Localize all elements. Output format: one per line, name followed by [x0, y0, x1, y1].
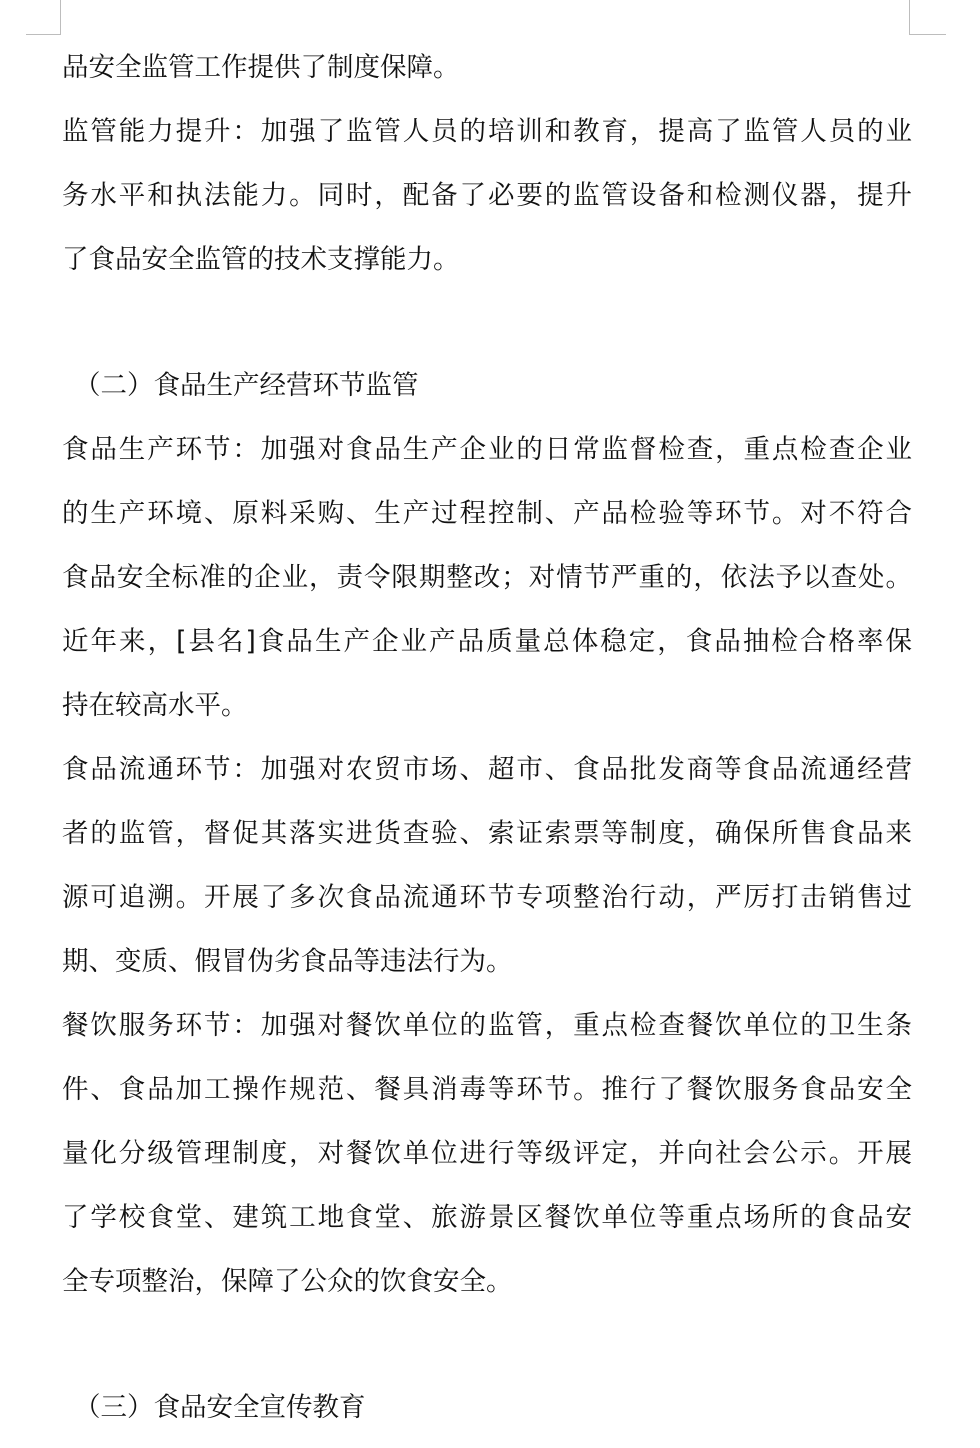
text-line: 期、变质、假冒伪劣食品等违法行为。 — [62, 946, 513, 977]
section-heading: （二）食品生产经营环节监管 — [74, 370, 419, 401]
text-line: 近年来，[县名]食品生产企业产品质量总体稳定，食品抽检合格率保 — [62, 626, 912, 657]
text-line: 监管能力提升：加强了监管人员的培训和教育，提高了监管人员的业 — [62, 116, 912, 147]
text-line: 件、食品加工操作规范、餐具消毒等环节。推行了餐饮服务食品安全 — [62, 1074, 912, 1105]
text-line: 食品生产环节：加强对食品生产企业的日常监督检查，重点检查企业 — [62, 434, 912, 465]
text-line: 务水平和执法能力。同时，配备了必要的监管设备和检测仪器，提升 — [62, 180, 912, 211]
text-line: 者的监管，督促其落实进货查验、索证索票等制度，确保所售食品来 — [62, 818, 912, 849]
text-line: 了学校食堂、建筑工地食堂、旅游景区餐饮单位等重点场所的食品安 — [62, 1202, 912, 1233]
page-corner-mark-left — [26, 0, 61, 35]
text-line: 了食品安全监管的技术支撑能力。 — [62, 244, 460, 275]
text-line: 源可追溯。开展了多次食品流通环节专项整治行动，严厉打击销售过 — [62, 882, 912, 913]
document-page — [62, 36, 912, 1440]
text-line: 餐饮服务环节：加强对餐饮单位的监管，重点检查餐饮单位的卫生条 — [62, 1010, 912, 1041]
text-line: 持在较高水平。 — [62, 690, 248, 721]
text-line: 品安全监管工作提供了制度保障。 — [62, 52, 460, 83]
paragraph-gap — [62, 292, 912, 354]
text-line: 食品安全标准的企业，责令限期整改；对情节严重的，依法予以查处。 — [62, 562, 912, 593]
paragraph-gap — [62, 1314, 912, 1376]
text-line: 的生产环境、原料采购、生产过程控制、产品检验等环节。对不符合 — [62, 498, 912, 529]
page-corner-mark-right — [909, 0, 946, 35]
text-line: 量化分级管理制度，对餐饮单位进行等级评定，并向社会公示。开展 — [62, 1138, 912, 1169]
section-heading: （三）食品安全宣传教育 — [74, 1392, 366, 1423]
text-line: 食品流通环节：加强对农贸市场、超市、食品批发商等食品流通经营 — [62, 754, 912, 785]
text-line: 全专项整治，保障了公众的饮食安全。 — [62, 1266, 513, 1297]
